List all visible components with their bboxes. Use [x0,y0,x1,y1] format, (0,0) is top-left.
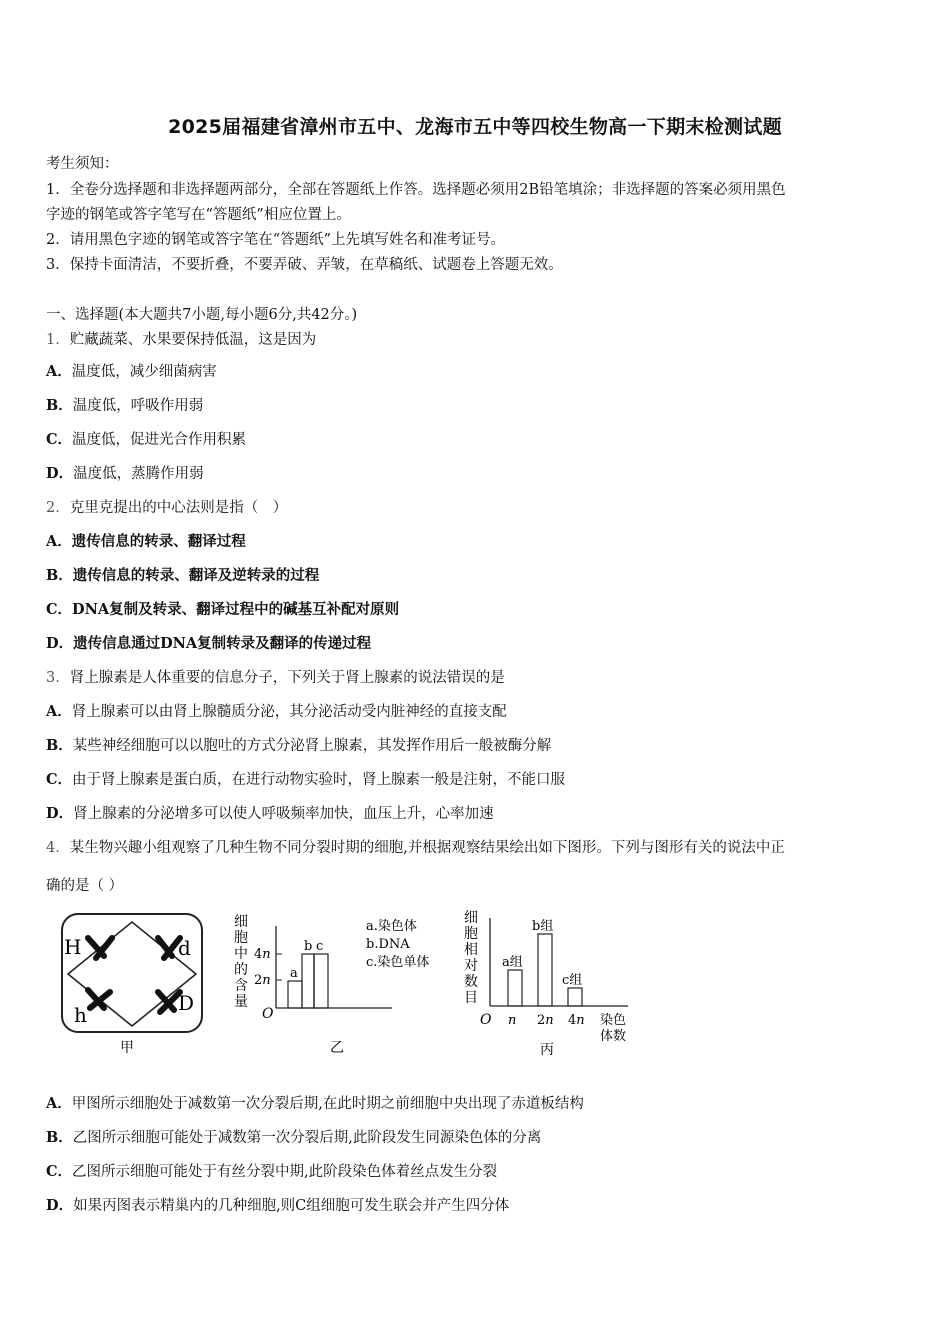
option-letter: D． [46,465,74,482]
question-stem: 某生物兴趣小组观察了几种生物不同分裂时期的细胞,并根据观察结果绘出如下图形。下列与图形有关的说法中正 [69,840,785,856]
chromosome-d [158,938,180,958]
yi-bar-c [314,954,328,1008]
option-letter: B． [46,1129,73,1146]
bing-origin: O [480,1012,492,1028]
yi-bar-label-b: b [304,939,313,954]
yi-legend-b: b.DNA [366,937,410,952]
option-letter: A． [46,363,72,380]
yi-ylabel-char: 中 [234,946,248,962]
option-text: 遗传信息的转录、翻译及逆转录的过程 [72,567,320,584]
option-c [46,428,246,449]
yi-ylabel-char: 含 [234,978,248,994]
option-text: 如果丙图表示精巢内的几种细胞,则C组细胞可发生联会并产生四分体 [73,1198,510,1214]
notice-heading: 考生须知： [46,156,119,172]
caption-jia: 甲 [120,1040,134,1056]
tick-coef: 2 [537,1013,546,1028]
question-3 [46,666,505,687]
option-text: 温度低，呼吸作用弱 [72,398,204,414]
option-letter: C． [46,431,73,448]
option-letter: C． [46,601,73,618]
option-letter: D． [46,805,74,822]
notice-item: 3．保持卡面清洁，不要折叠，不要弄破、弄皱，在草稿纸、试题卷上答题无效。 [46,257,563,273]
bing-ylabel-char: 细 [464,910,478,926]
option-letter: B． [46,737,73,754]
question-4-stem-continued: 确的是（ ） [46,878,124,894]
option-text: 温度低，蒸腾作用弱 [73,466,204,482]
option-text: 甲图所示细胞处于减数第一次分裂后期,在此时期之前细胞中央出现了赤道板结构 [71,1096,584,1112]
option-text: DNA复制及转录、翻译过程中的碱基互补配对原则 [72,601,400,618]
bing-tick-4n [568,1013,585,1028]
option-a [46,360,217,381]
option-text: 遗传信息的转录、翻译过程 [71,533,246,550]
option-b [46,1126,541,1147]
option-d [46,632,371,653]
label-h: h [74,1003,87,1027]
bing-tick-n [508,1013,516,1028]
option-c [46,768,565,789]
bing-group-label-c: c组 [562,973,583,988]
option-letter: B． [46,397,73,414]
bing-ylabel-char: 相 [464,942,478,958]
figure-bing [464,910,628,1058]
option-b [46,734,551,755]
option-letter: A． [46,533,72,550]
yi-origin: O [262,1006,274,1022]
bing-xlabel-line1: 染色 [600,1013,627,1028]
option-letter: B． [46,567,73,584]
option-text: 乙图所示细胞可能处于有丝分裂中期,此阶段染色体着丝点发生分裂 [72,1164,498,1180]
tick-coef: 4 [568,1013,577,1028]
option-a [46,700,507,721]
question-2 [46,496,287,517]
yi-ylabel-char: 细 [234,914,248,930]
option-text: 温度低，减少细菌病害 [71,364,217,380]
option-text: 某些神经细胞可以以胞吐的方式分泌肾上腺素，其发挥作用后一般被酶分解 [72,738,552,754]
option-c [46,598,399,619]
yi-tick-2n [254,973,271,988]
option-d [46,802,494,823]
option-d [46,462,204,483]
notice-item: 2．请用黑色字迹的钢笔或答字笔在“答题纸”上先填写姓名和准考证号。 [46,232,506,248]
caption-bing: 丙 [540,1042,554,1058]
option-text: 肾上腺素可以由肾上腺髓质分泌，其分泌活动受内脏神经的直接支配 [71,704,507,720]
bing-ylabel-char: 胞 [464,926,478,942]
option-c [46,1160,497,1181]
option-a [46,530,246,551]
tick-coef: 4 [254,947,263,962]
yi-bar-a [288,981,302,1008]
bing-bar-a [508,970,522,1006]
question-4 [46,836,785,857]
bing-group-label-b: b组 [532,919,554,934]
label-d: d [178,936,191,960]
question-stem: 肾上腺素是人体重要的信息分子，下列关于肾上腺素的说法错误的是 [69,670,505,686]
bing-tick-2n [537,1013,554,1028]
yi-legend-c: c.染色单体 [366,955,430,970]
bing-bar-b [538,934,552,1006]
section-heading: 一、选择题(本大题共7小题,每小题6分,共42分。) [46,307,358,323]
question-stem: 贮藏蔬菜、水果要保持低温，这是因为 [69,332,317,348]
tick-var: n [576,1013,585,1028]
notice-item: 字迹的钢笔或答字笔写在“答题纸”相应位置上。 [46,207,351,223]
bing-xlabel-line2: 体数 [600,1029,627,1044]
yi-legend-a: a.染色体 [366,919,417,934]
tick-var: n [262,973,271,988]
yi-bar-label-a: a [290,966,298,981]
tick-var: n [262,947,271,962]
question-number: 4． [46,840,70,856]
yi-bar-b [302,954,314,1008]
yi-ylabel-char: 量 [234,994,248,1010]
chromosome-group [88,938,180,1012]
caption-yi: 乙 [330,1040,344,1056]
option-b [46,564,319,585]
option-a [46,1092,584,1113]
option-d [46,1194,509,1215]
yi-ylabel [234,914,248,1010]
option-letter: C． [46,771,73,788]
tick-coef: 2 [254,973,263,988]
question-number: 3． [46,670,70,686]
option-letter: D． [46,1197,74,1214]
option-letter: D． [46,635,74,652]
question-1 [46,328,316,349]
label-D: D [178,991,195,1015]
yi-ylabel-char: 的 [234,962,248,978]
question-4-figure [60,908,660,1060]
option-text: 温度低，促进光合作用积累 [72,432,247,448]
option-text: 由于肾上腺素是蛋白质，在进行动物实验时，肾上腺素一般是注射，不能口服 [72,772,566,788]
option-b [46,394,203,415]
yi-tick-4n [254,947,271,962]
yi-bar-label-c: c [316,939,324,954]
tick-var: n [545,1013,554,1028]
page-title: 2025届福建省漳州市五中、龙海市五中等四校生物高一下期末检测试题 [168,116,782,138]
bing-ylabel-char: 目 [464,990,478,1006]
bing-bar-c [568,988,582,1006]
label-H: H [64,935,82,959]
tick-var: n [508,1013,517,1028]
question-number: 1． [46,332,70,348]
bing-ylabel-char: 数 [464,974,478,990]
figure-yi [234,914,429,1056]
bing-ylabel [464,910,478,1006]
option-text: 遗传信息通过DNA复制转录及翻译的传递过程 [73,635,372,652]
option-text: 肾上腺素的分泌增多可以使人呼吸频率加快，血压上升，心率加速 [73,806,494,822]
option-letter: C． [46,1163,73,1180]
option-letter: A． [46,703,72,720]
bing-group-label-a: a组 [502,955,523,970]
option-text: 乙图所示细胞可能处于减数第一次分裂后期,此阶段发生同源染色体的分离 [72,1130,542,1146]
yi-ylabel-char: 胞 [234,930,248,946]
figure-jia [62,914,202,1056]
bing-ylabel-char: 对 [464,958,478,974]
question-number: 2． [46,500,70,516]
notice-item: 1．全卷分选择题和非选择题两部分，全部在答题纸上作答。选择题必须用2B铅笔填涂；非选择题的答案必须用黑色 [46,182,786,198]
option-letter: A． [46,1095,72,1112]
question-stem: 克里克提出的中心法则是指（ ） [69,500,288,516]
